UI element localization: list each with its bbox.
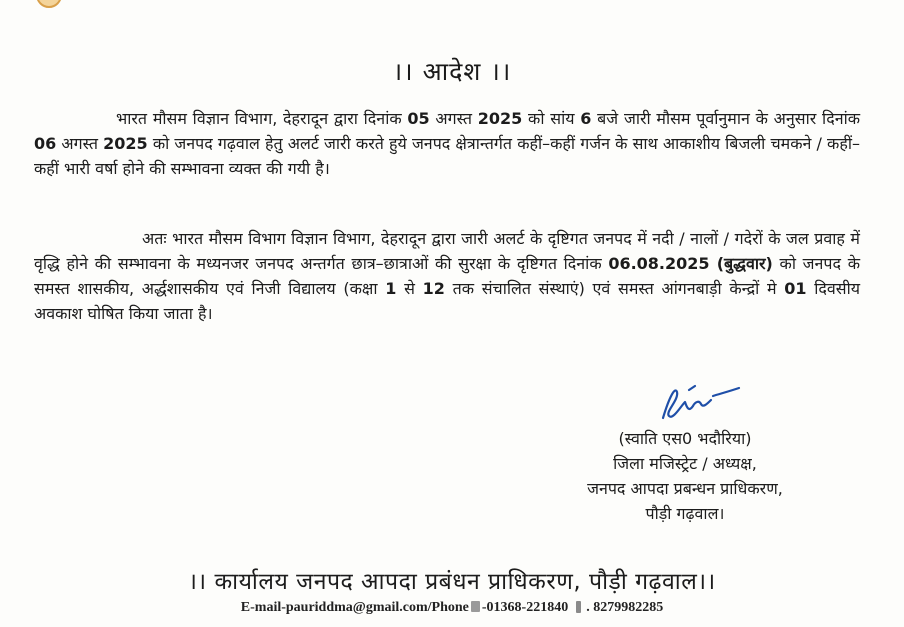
- office-name: ।। कार्यालय जनपद आपदा प्रबंधन प्राधिकरण, पौड़ी गढ़वाल।।: [188, 569, 716, 595]
- signatory-authority: जनपद आपदा प्रबन्धन प्राधिकरण,: [587, 479, 783, 498]
- signatory-place: पौड़ी गढ़वाल।: [645, 504, 725, 523]
- paragraph-holiday-order: अतः भारत मौसम विभाग विज्ञान विभाग, देहरादून द्वारा जारी अलर्ट के दृष्टिगत जनपद में नदी / नालों / गदेरों के जल प्रवाह में वृद्धि होने की सम्भावना के मध्यनजर जनपद अन्तर्गत छात्र–छात्राओं की सुरक्षा के दृष्टिगत दिनांक 06.08.2025 (बुद्धवार) को जनपद के समस्त शासकीय, अर्द्धशासकीय एवं निजी विद्यालय (कक्षा 1 से 12 तक संचालित संस्थाएं) एवं समस्त आंगनबाड़ी केन्द्रों मे 01 दिवसीय अवकाश घोषित किया जाता है।: [34, 229, 861, 323]
- order-heading: ।। आदेश ।।: [392, 57, 512, 86]
- mobile-number: . 8279982285: [586, 600, 664, 615]
- telephone-icon: [471, 601, 480, 612]
- signatory-name: (स्वाति एस0 भदौरिया): [618, 429, 752, 448]
- signatory-block: [520, 426, 850, 526]
- paragraph-weather-forecast: भारत मौसम विज्ञान विभाग, देहरादून द्वारा दिनांक 05 अगस्त 2025 को सांय 6 बजे जारी मौसम पूर्वानुमान के अनुसार दिनांक 06 अगस्त 2025 को जनपद गढ़वाल हेतु अलर्ट जारी करते हुये जनपद क्षेत्रान्तर्गत कहीं–कहीं गर्जन के साथ आकाशीय बिजली चमकने / कहीं–कहीं भारी वर्षा होने की सम्भावना व्यक्त की गयी है।: [34, 109, 861, 178]
- mobile-phone-icon: [576, 601, 581, 613]
- seal-fragment: [36, 0, 62, 8]
- email-text: E-mail-pauriddma@gmail.com/Phone: [240, 600, 469, 615]
- phone-number: -01368-221840: [481, 600, 569, 615]
- signature: [655, 378, 745, 428]
- signatory-designation: जिला मजिस्ट्रेट / अध्यक्ष,: [613, 454, 757, 473]
- contact-line: [0, 600, 904, 616]
